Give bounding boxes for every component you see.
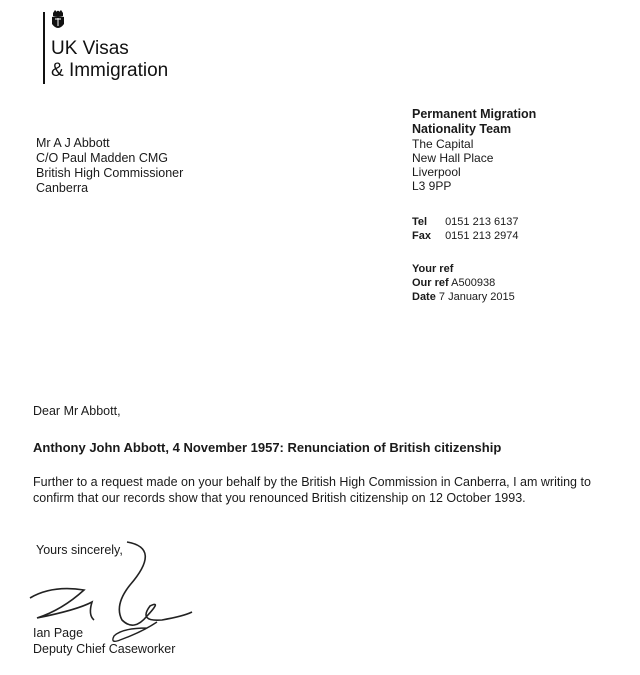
tel-value: 0151 213 6137 — [445, 216, 519, 228]
tel-label: Tel — [412, 216, 428, 228]
sender-address-line: L3 9PP — [412, 179, 452, 193]
fax-row — [412, 229, 518, 243]
recipient-line: British High Commissioner — [36, 166, 184, 180]
your-ref-row — [412, 262, 515, 276]
logo-line-2: & Immigration — [51, 60, 169, 81]
body-paragraph: Further to a request made on your behalf by the British High Commission in Canberra, I am writing to confirm that our records show that you renounced British citizenship on 12 October 1993. — [33, 475, 591, 505]
date-value: 7 January 2015 — [438, 291, 515, 303]
closing: Yours sincerely, — [36, 543, 123, 557]
signer-name: Ian Page — [33, 626, 84, 640]
contact-details — [412, 215, 518, 243]
team-name-line-2: Nationality Team — [412, 122, 512, 136]
signer-title: Deputy Chief Caseworker — [33, 642, 176, 656]
sender-address-line: New Hall Place — [412, 151, 494, 165]
recipient-line: C/O Paul Madden CMG — [36, 151, 168, 165]
our-ref-label: Our ref — [412, 277, 449, 289]
sender-address — [412, 107, 536, 193]
our-ref-value: A500938 — [451, 277, 496, 289]
signer-block — [33, 625, 175, 657]
team-name-line-1: Permanent Migration — [412, 107, 537, 121]
logo-line-1: UK Visas — [51, 38, 129, 59]
our-ref-row — [412, 276, 515, 290]
salutation: Dear Mr Abbott, — [33, 404, 121, 418]
recipient-address — [36, 136, 183, 196]
fax-label: Fax — [412, 230, 431, 242]
fax-value: 0151 213 2974 — [445, 230, 519, 242]
date-label: Date — [412, 291, 436, 303]
sender-address-line: Liverpool — [412, 165, 461, 179]
sender-address-line: The Capital — [412, 137, 474, 151]
recipient-line: Mr A J Abbott — [36, 136, 110, 150]
date-row — [412, 290, 515, 304]
logo-divider — [43, 12, 45, 84]
recipient-line: Canberra — [36, 181, 89, 195]
your-ref-label: Your ref — [412, 263, 454, 275]
royal-crest-icon — [50, 10, 66, 32]
logo-wordmark — [51, 38, 168, 82]
subject-line: Anthony John Abbott, 4 November 1957: Renunciation of British citizenship — [33, 440, 502, 455]
tel-row — [412, 215, 518, 229]
reference-block — [412, 262, 515, 304]
